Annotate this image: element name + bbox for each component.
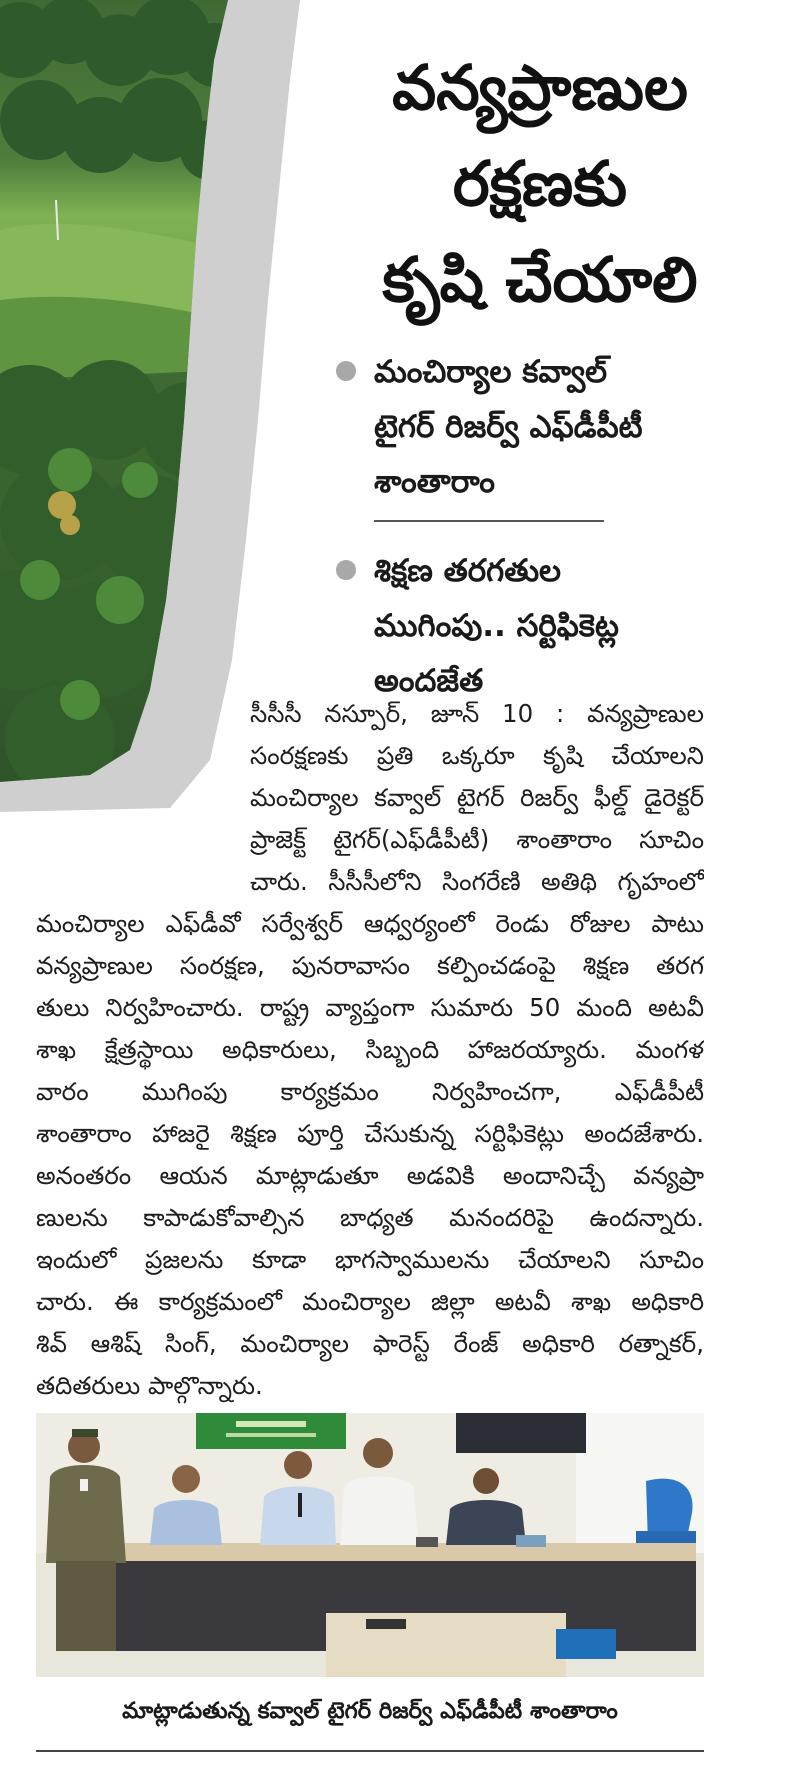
bullet-line: శిక్షణ తరగతుల	[374, 553, 562, 589]
body-line: చారు. ఈ కార్యక్రమంలో మంచిర్యాల జిల్లా అటవీ శాఖ అధికారి	[36, 1287, 704, 1316]
meeting-photo	[36, 1413, 704, 1677]
banner	[196, 1413, 346, 1449]
bullet-line: అందజేత	[374, 663, 484, 699]
body-line: మంచిర్యాల ఎఫ్‌డీవో సర్వేశ్వర్ ఆధ్వర్యంలో రెండు రోజుల పాటు	[36, 909, 704, 938]
bullet-line: శాంతారాం	[374, 464, 496, 500]
tv-screen	[456, 1413, 586, 1453]
headline	[300, 40, 780, 328]
forest-landscape-photo	[0, 0, 300, 812]
bullet-dot-icon	[336, 560, 356, 580]
body-line: శాఖ క్షేత్రస్థాయి అధికారులు, సిబ్బంది హాజరయ్యారు. మంగళ	[36, 1035, 704, 1064]
body-line: చారు. సీసీసీలోని సింగరేణి అతిథి గృహంలో	[250, 867, 704, 896]
body-line: శివ్ ఆశిష్ సింగ్, మంచిర్యాల ఫారెస్ట్ రేంజ్ అధికారి రత్నాకర్,	[36, 1329, 704, 1358]
body-line: తులు నిర్వహించారు. రాష్ట్ర వ్యాప్తంగా సుమారు 50 మంది అటవీ	[36, 993, 704, 1022]
headline-line: వన్యప్రాణుల	[392, 51, 688, 124]
bullet-line: టైగర్ రిజర్వ్ ఎఫ్‌డీపీటీ	[374, 409, 643, 445]
article-body	[0, 693, 800, 1407]
bullet-item	[330, 345, 770, 510]
bottom-divider	[36, 1750, 704, 1752]
body-line: సంరక్షణకు ప్రతి ఒక్కరూ కృషి చేయాలని	[250, 741, 704, 770]
subheading-bullets	[330, 345, 770, 709]
body-line: వన్యప్రాణుల సంరక్షణ, పునరావాసం కల్పించడంపై శిక్షణ తరగ	[36, 951, 704, 980]
bullet-divider	[374, 520, 604, 522]
body-line: శాంతారాం హాజరై శిక్షణ పూర్తి చేసుకున్న సర్టిఫికెట్లు అందజేశారు.	[36, 1119, 704, 1148]
headline-line: కృషి చేయాలి	[382, 243, 698, 316]
conference-table	[116, 1543, 696, 1561]
body-line: ణులను కాపాడుకోవాల్సిన బాధ్యత మనందరిపై ఉందన్నారు.	[36, 1203, 704, 1232]
body-line: సీసీసీ నస్పూర్, జూన్ 10 : వన్యప్రాణుల	[250, 699, 704, 728]
bullet-line: ముగింపు.. సర్టిఫికెట్ల	[374, 608, 619, 644]
body-line: అనంతరం ఆయన మాట్లాడుతూ అడవికి అందానిచ్చే వన్యప్రా	[36, 1161, 704, 1190]
body-line: ఇందులో ప్రజలను కూడా భాగస్వాములను చేయాలని సూచిం	[36, 1245, 704, 1274]
body-line: ప్రాజెక్ట్ టైగర్(ఎఫ్‌డీపీటీ) శాంతారాం సూచిం	[250, 825, 704, 854]
bullet-dot-icon	[336, 361, 356, 381]
photo-caption: మాట్లాడుతున్న కవ్వాల్ టైగర్ రిజర్వ్ ఎఫ్‌డీపీటీ శాంతారాం	[122, 1698, 618, 1724]
bullet-line: మంచిర్యాల కవ్వాల్	[374, 354, 608, 390]
bullet-item	[330, 544, 770, 709]
body-line: వారం ముగింపు కార్యక్రమం నిర్వహించగా, ఎఫ్‌డీపీటీ	[36, 1077, 704, 1106]
headline-line: రక్షణకు	[452, 147, 628, 220]
body-line: మంచిర్యాల కవ్వాల్ టైగర్ రిజర్వ్ ఫీల్డ్ డైరెక్టర్	[250, 783, 704, 812]
body-line: తదితరులు పాల్గొన్నారు.	[36, 1371, 263, 1400]
